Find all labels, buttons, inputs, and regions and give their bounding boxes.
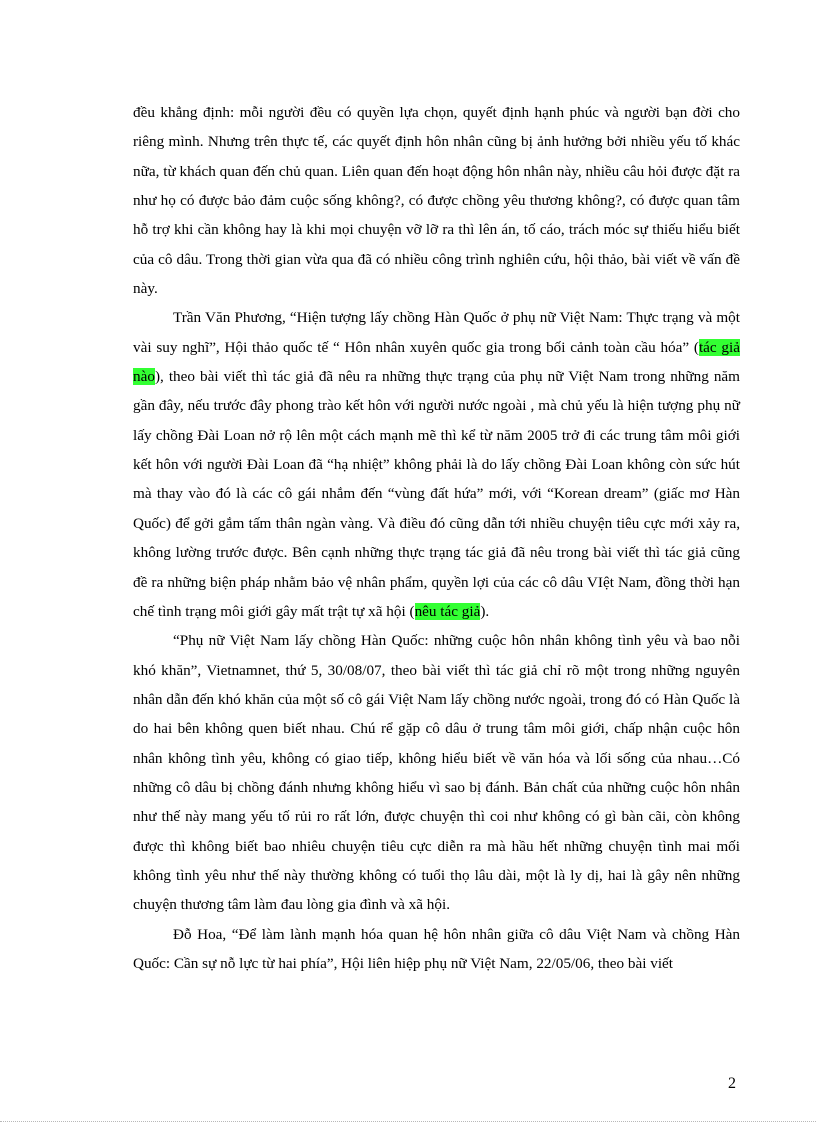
page-bottom-divider (0, 1121, 816, 1122)
document-body (133, 98, 740, 978)
paragraph-2-text-b: ), theo bài viết thì tác giả đã nêu ra những thực trạng của phụ nữ Việt Nam trong những năm gần đây, nếu trước đây phong trào kết hôn với người nước ngoài , mà chủ yếu là hiện tượng phụ nữ lấy chồng Đài Loan nở rộ lên một cách mạnh mẽ thì kể từ năm 2005 trở đi các trung tâm môi giới kết hôn với người Đài Loan đã “hạ nhiệt” không phải là do lấy chồng Đài Loan không còn sức hút mà thay vào đó là các cô gái nhắm đến “vùng đất hứa” mới, với “Korean dream” (giấc mơ Hàn Quốc) để gởi gắm tấm thân ngàn vàng. Và điều đó cũng dẫn tới nhiều chuyện tiêu cực mới xảy ra, không lường trước được. Bên cạnh những thực trạng tác giả đã nêu trong bài viết thì tác giả cũng đề ra những biện pháp nhằm bảo vệ nhân phẩm, quyền lợi của các cô dâu VIệt Nam, đồng thời hạn chế tình trạng môi giới gây mất trật tự xã hội ( (133, 368, 740, 620)
paragraph-4-text: Đỗ Hoa, “Để làm lành mạnh hóa quan hệ hôn nhân giữa cô dâu Việt Nam và chồng Hàn Quốc: Cần sự nỗ lực từ hai phía”, Hội liên hiệp phụ nữ Việt Nam, 22/05/06, theo bài viết (133, 925, 740, 972)
paragraph-4 (133, 920, 740, 979)
highlighted-note: nêu tác giả (414, 602, 481, 620)
paragraph-1-text: đều khẳng định: mỗi người đều có quyền lựa chọn, quyết định hạnh phúc và người bạn đời cho riêng mình. Nhưng trên thực tế, các quyết định hôn nhân cũng bị ảnh hưởng bởi nhiều yếu tố khác nữa, từ khách quan đến chủ quan. Liên quan đến hoạt động hôn nhân này, nhiều câu hỏi được đặt ra như họ có được bảo đảm cuộc sống không?, có được chồng yêu thương không?, có được quan tâm hỗ trợ khi cần không hay là khi mọi chuyện vỡ lỡ ra thì lên án, tố cáo, trách móc sự thiếu hiểu biết của cô dâu. Trong thời gian vừa qua đã có nhiều công trình nghiên cứu, hội thảo, bài viết về vấn đề này. (133, 104, 740, 298)
page-number: 2 (728, 1075, 736, 1092)
highlighted-note: tác giả nào (133, 338, 740, 386)
paragraph-3-text: “Phụ nữ Việt Nam lấy chồng Hàn Quốc: những cuộc hôn nhân không tình yêu và bao nỗi khó khăn”, Vietnamnet, thứ 5, 30/08/07, theo bài viết thì tác giả chỉ rõ một trong những nguyên nhân dẫn đến khó khăn của một số cô gái Việt Nam lấy chồng nước ngoài, trong đó có Hàn Quốc là do hai bên không quen biết nhau. Chú rể gặp cô dâu ở trung tâm môi giới, chấp nhận cuộc hôn nhân không tình yêu, không có giao tiếp, không hiểu biết về văn hóa và lối sống của nhau…Có những cô dâu bị chồng đánh nhưng không hiểu vì sao bị đánh. Bản chất của những cuộc hôn nhân như thế này mang yếu tố rủi ro rất lớn, được chuyện thì coi như không có gì bàn cãi, còn không được thì không biết bao nhiêu chuyện tiêu cực diễn ra mà hầu hết những chuyện tình mai mối không tình yêu như thế này thường không có tuổi thọ lâu dài, một là ly dị, hai là gây nên những chuyện thương tâm làm đau lòng gia đình và xã hội. (133, 632, 740, 914)
paragraph-3 (133, 626, 740, 919)
paragraph-2 (133, 303, 740, 626)
paragraph-1 (133, 98, 740, 303)
paragraph-2-text-c: ). (480, 602, 490, 620)
paragraph-2-text-a: Trần Văn Phương, “Hiện tượng lấy chồng Hàn Quốc ở phụ nữ Việt Nam: Thực trạng và một vài suy nghĩ”, Hội thảo quốc tế “ Hôn nhân xuyên quốc gia trong bối cảnh toàn cầu hóa” ( (133, 309, 740, 356)
